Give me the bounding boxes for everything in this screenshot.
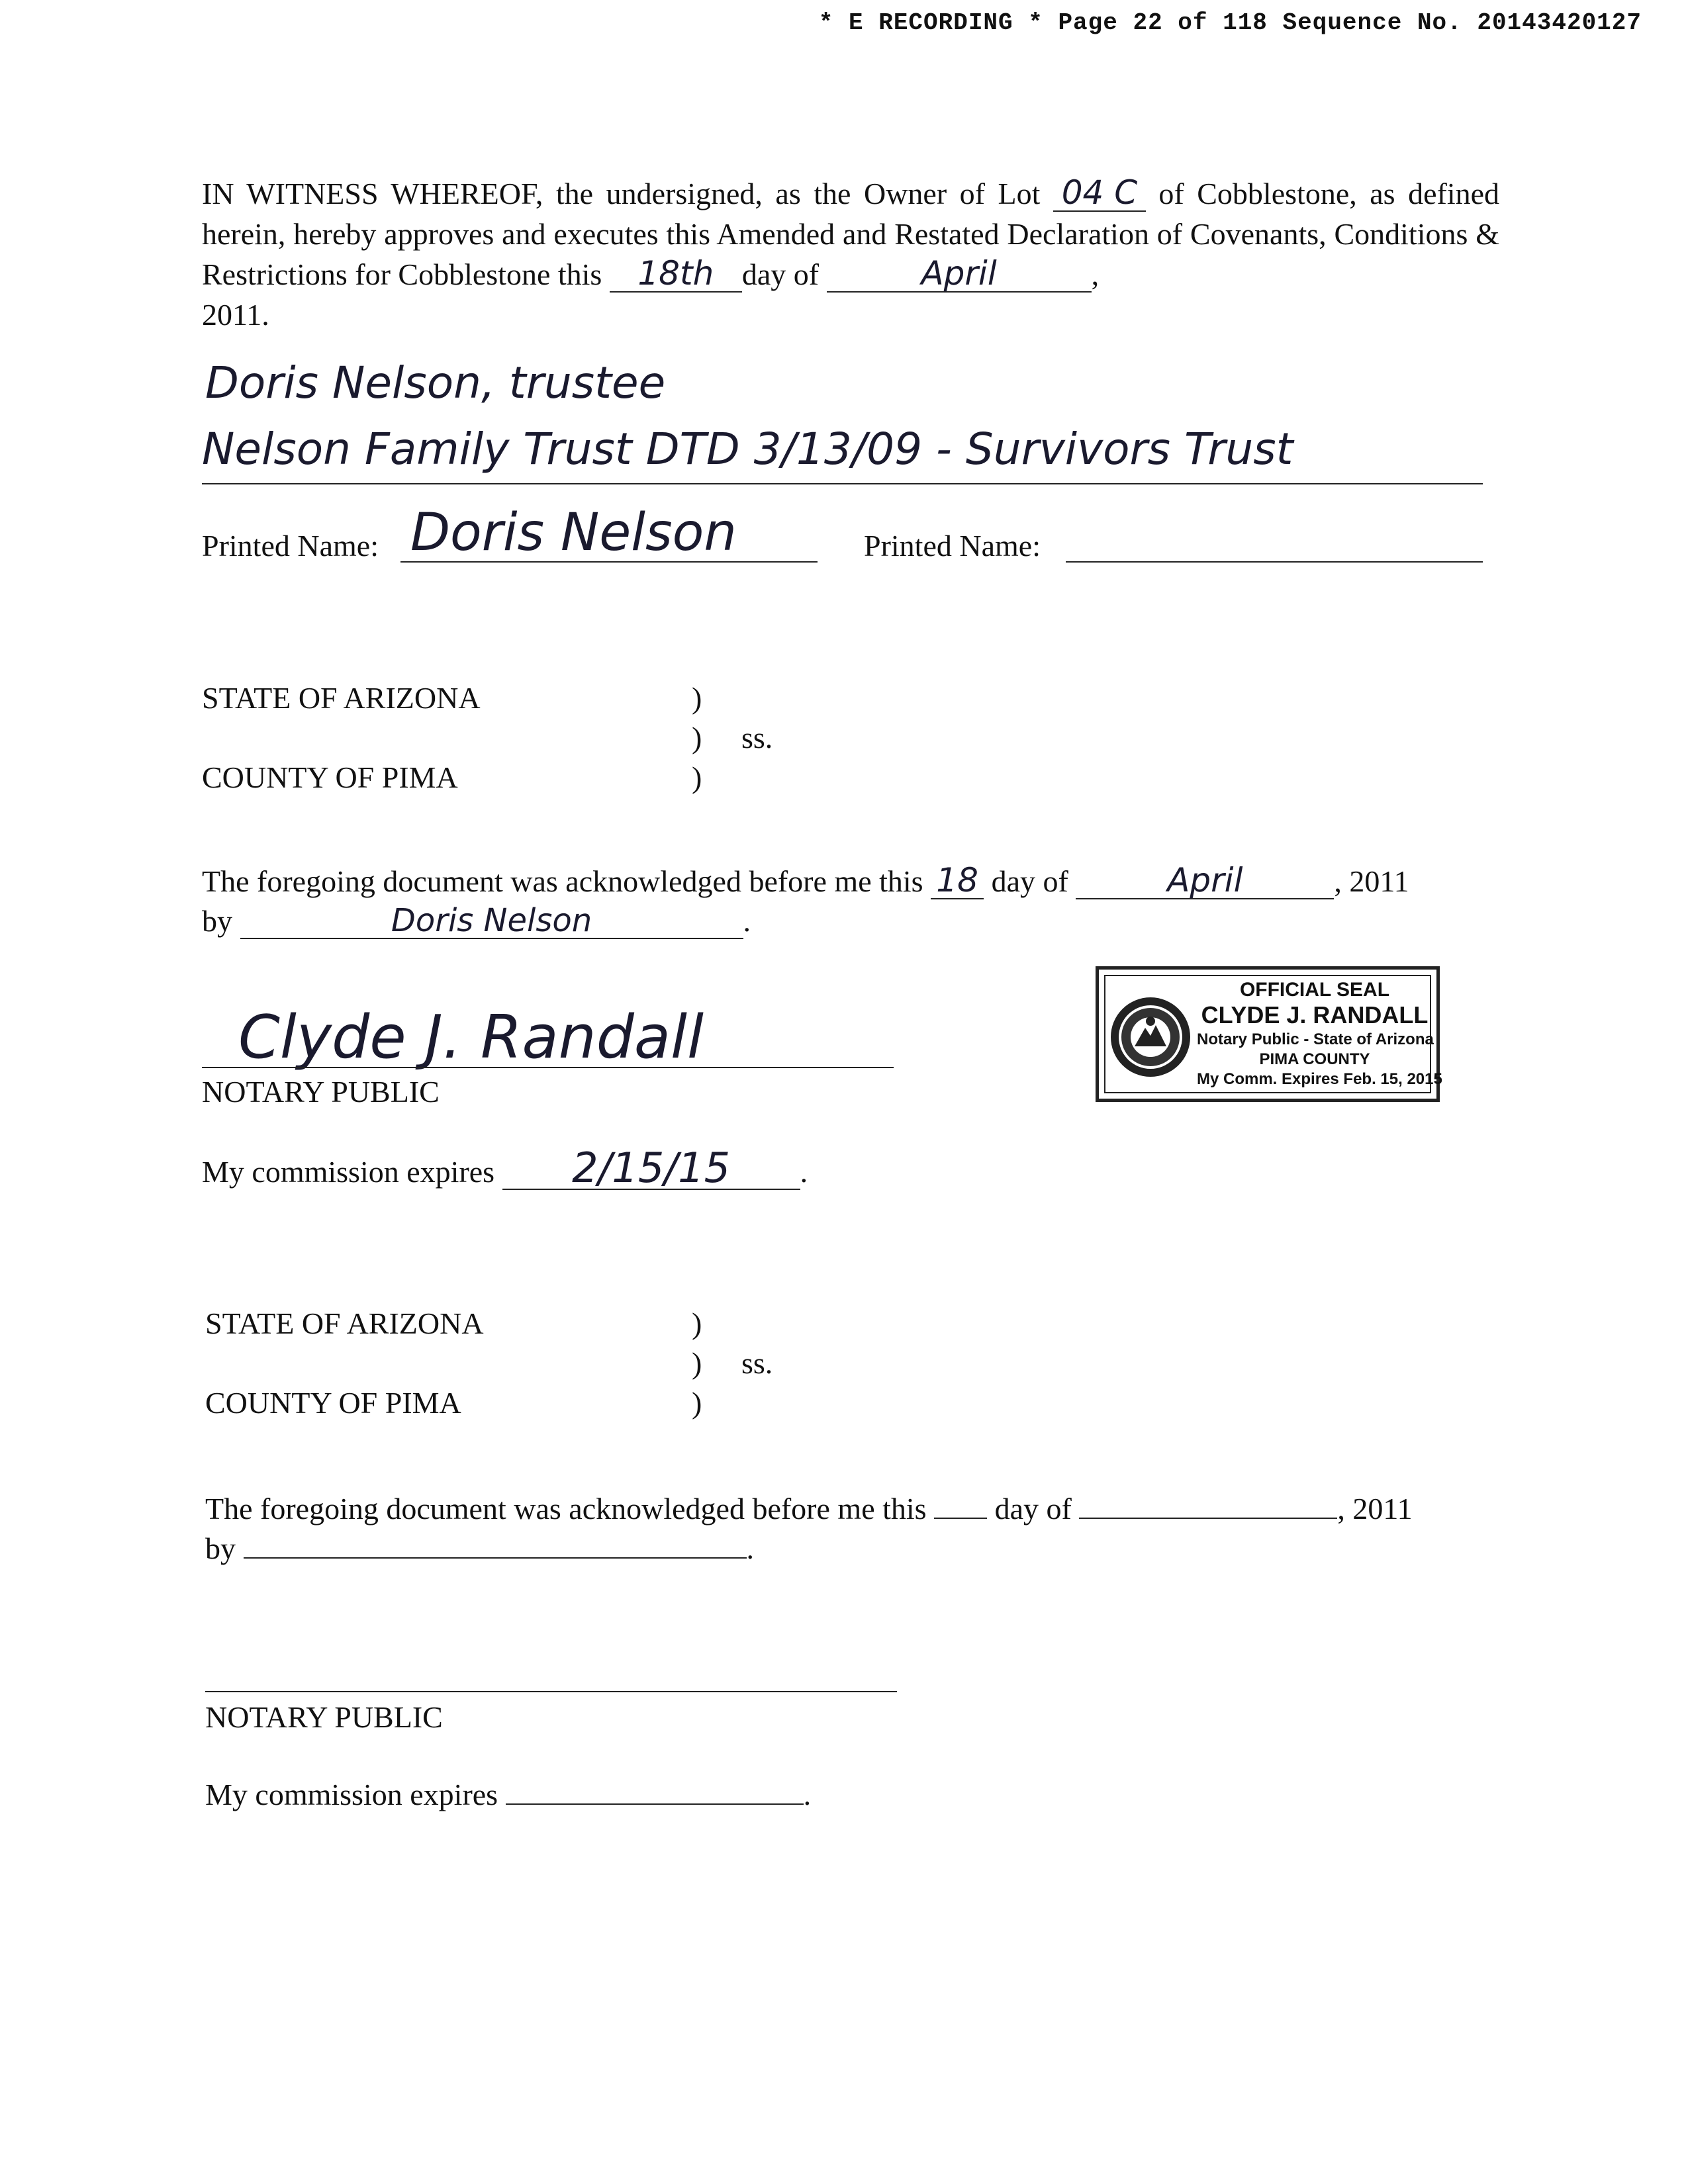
lot-value: 04 C [1061, 173, 1138, 212]
notary-signature-line-2[interactable] [205, 1691, 897, 1692]
seal-notary-name: CLYDE J. RANDALL [1201, 1001, 1429, 1028]
witness-text-2: of Cobblestone, as defined herein, hereby approves and executes this Amended and Restated Declaration of Covenants, Conditions & Restrictions for Cobblestone this [202, 177, 1500, 291]
signature-line [202, 483, 1483, 484]
venue2-ss: ss. [741, 1346, 773, 1380]
state-label-1: STATE OF ARIZONA [202, 681, 481, 715]
notary-signature-line-1 [202, 1067, 894, 1068]
venue1-paren-3: ) [692, 760, 702, 794]
commission-field-2[interactable] [506, 1803, 804, 1805]
seal-county: PIMA COUNTY [1259, 1050, 1370, 1068]
commission-line-1 [202, 1144, 808, 1192]
owner-signature-line-2: Nelson Family Trust DTD 3/13/09 - Survivors Trust [202, 424, 1293, 475]
commission-period-2: . [803, 1778, 812, 1811]
ack1-month-field[interactable] [1076, 861, 1334, 899]
venue2-paren-2: ) [692, 1346, 702, 1380]
printed-name-label-2: Printed Name: [864, 529, 1041, 563]
ack1-period: . [743, 904, 751, 938]
state-label-2: STATE OF ARIZONA [205, 1306, 484, 1340]
commission-value-1: 2/15/15 [572, 1144, 731, 1192]
state-seal-icon [1108, 995, 1193, 1079]
ack2-text-1: The foregoing document was acknowledged before me this [205, 1492, 927, 1525]
venue1-ss: ss. [741, 721, 773, 754]
seal-expiration: My Comm. Expires Feb. 15, 2015 [1197, 1070, 1442, 1088]
seal-state: Notary Public - State of Arizona [1197, 1030, 1434, 1048]
commission-label-2: My commission expires [205, 1778, 498, 1811]
venue2-paren-3: ) [692, 1386, 702, 1420]
official-seal-stamp [1096, 966, 1440, 1102]
notary-label-1: NOTARY PUBLIC [202, 1075, 440, 1109]
ack1-day-field[interactable] [931, 861, 984, 899]
witness-text-3: day of [741, 257, 820, 291]
ack2-by: by [205, 1531, 236, 1565]
printed-name-line-2[interactable] [1066, 561, 1483, 563]
ack1-by: by [202, 904, 232, 938]
recording-header: * E RECORDING * Page 22 of 118 Sequence No. 20143420127 [818, 9, 1642, 36]
ack1-month-value: April [1167, 861, 1243, 899]
venue1-paren-2: ) [692, 721, 702, 754]
printed-name-line-1 [400, 561, 818, 563]
notary-label-2: NOTARY PUBLIC [205, 1700, 443, 1734]
witness-text-1: IN WITNESS WHEREOF, the undersigned, as the Owner of Lot [202, 177, 1041, 210]
ack1-day-value: 18 [936, 861, 978, 899]
seal-title: OFFICIAL SEAL [1239, 979, 1390, 1001]
ack1-text-1: The foregoing document was acknowledged before me this [202, 864, 923, 898]
witness-year: 2011. [202, 298, 269, 332]
ack2-text-2: day of [994, 1492, 1072, 1525]
ack1-line [202, 862, 1409, 901]
ack1-text-3: , 2011 [1334, 864, 1409, 898]
ack1-text-2: day of [991, 864, 1068, 898]
ack2-name-field[interactable] [244, 1557, 747, 1559]
owner-signature-line-1: Doris Nelson, trustee [205, 357, 666, 408]
venue2-paren-1: ) [692, 1306, 702, 1340]
commission-label-1: My commission expires [202, 1155, 495, 1189]
notary-signature: Clyde J. Randall [238, 1003, 704, 1072]
ack2-text-3: , 2011 [1337, 1492, 1413, 1525]
commission-field-1[interactable] [502, 1144, 800, 1192]
ack2-line [205, 1489, 1413, 1529]
day-field[interactable] [610, 254, 742, 293]
ack2-month-field[interactable] [1079, 1518, 1337, 1519]
commission-period-1: . [800, 1155, 808, 1189]
county-label-1: COUNTY OF PIMA [202, 760, 458, 794]
witness-text-4: , [1091, 257, 1100, 291]
day-value: 18th [637, 254, 714, 293]
ack1-name-value: Doris Nelson [391, 902, 592, 939]
witness-paragraph [202, 173, 1499, 335]
month-field[interactable] [827, 254, 1092, 293]
ack1-by-line [202, 901, 751, 941]
printed-name-value-1: Doris Nelson [410, 503, 737, 563]
ack2-period: . [746, 1531, 754, 1565]
ack2-day-field[interactable] [934, 1518, 987, 1519]
printed-name-label-1: Printed Name: [202, 529, 379, 563]
commission-line-2 [205, 1775, 811, 1815]
month-value: April [921, 254, 997, 293]
ack1-name-field[interactable] [240, 904, 743, 939]
venue1-paren-1: ) [692, 681, 702, 715]
lot-field[interactable] [1053, 173, 1146, 212]
ack2-by-line [205, 1529, 754, 1569]
county-label-2: COUNTY OF PIMA [205, 1386, 461, 1420]
